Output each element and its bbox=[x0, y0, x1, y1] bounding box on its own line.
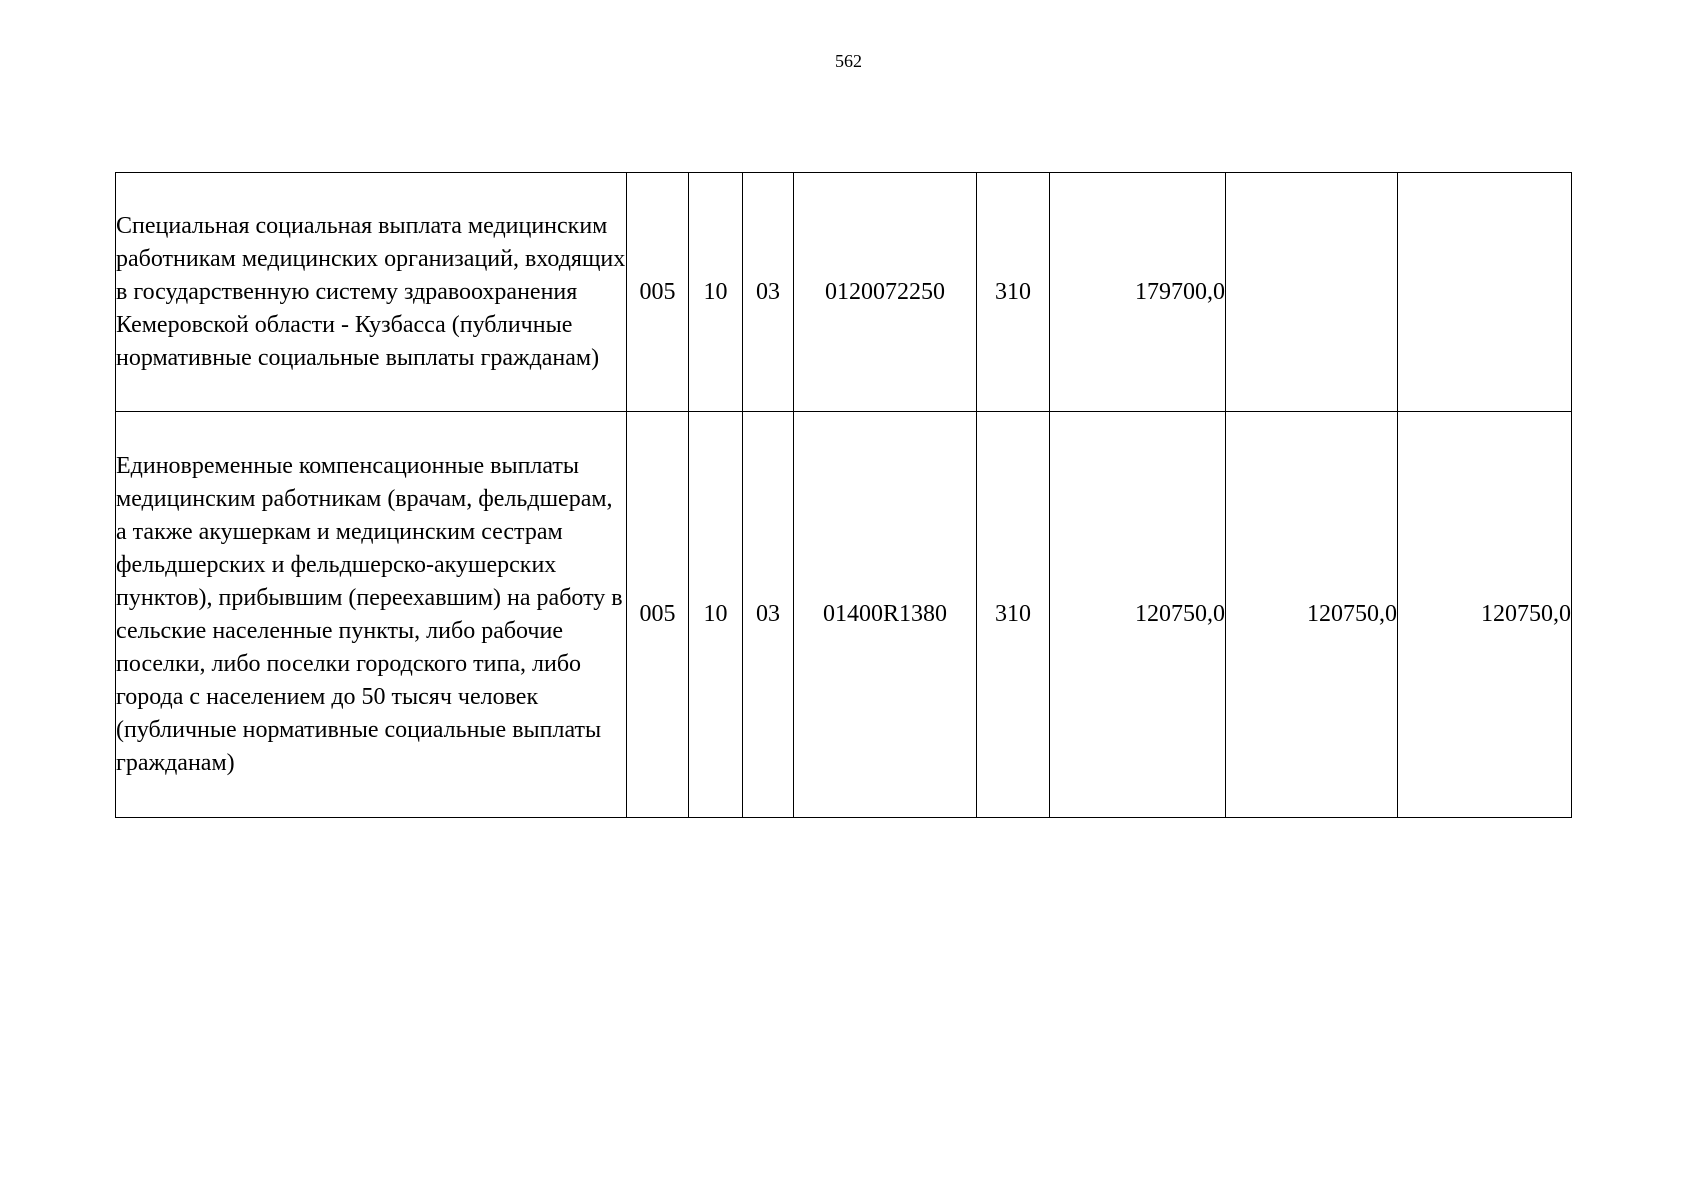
table-row bbox=[116, 412, 1572, 818]
amount-1-cell: 120750,0 bbox=[1050, 412, 1226, 818]
section-cell: 10 bbox=[689, 412, 743, 818]
target-article-cell: 01400R1380 bbox=[794, 412, 977, 818]
target-article-cell: 0120072250 bbox=[794, 173, 977, 412]
amount-2-cell: 120750,0 bbox=[1226, 412, 1398, 818]
amount-2-cell bbox=[1226, 173, 1398, 412]
admin-code-cell: 005 bbox=[627, 173, 689, 412]
section-cell: 10 bbox=[689, 173, 743, 412]
admin-code-cell: 005 bbox=[627, 412, 689, 818]
subsection-cell: 03 bbox=[743, 412, 794, 818]
amount-3-cell bbox=[1398, 173, 1572, 412]
table-row bbox=[116, 173, 1572, 412]
budget-table bbox=[115, 172, 1572, 818]
subsection-cell: 03 bbox=[743, 173, 794, 412]
expense-type-cell: 310 bbox=[977, 412, 1050, 818]
expense-description: Специальная социальная выплата медицинским работникам медицинских организаций, входящих в государственную систему здравоохранения Кемеровской области - Кузбасса (публичные нормативные социальные выплаты гражданам) bbox=[116, 173, 627, 412]
amount-3-cell: 120750,0 bbox=[1398, 412, 1572, 818]
expense-description: Единовременные компенсационные выплаты медицинским работникам (врачам, фельдшерам, а также акушеркам и медицинским сестрам фельдшерских и фельдшерско-акушерских пунктов), прибывшим (переехавшим) на работу в сельские населенные пункты, либо рабочие поселки, либо поселки городского типа, либо города с населением до 50 тысяч человек (публичные нормативные социальные выплаты гражданам) bbox=[116, 412, 627, 818]
amount-1-cell: 179700,0 bbox=[1050, 173, 1226, 412]
page-number: 562 bbox=[835, 51, 862, 71]
expense-type-cell: 310 bbox=[977, 173, 1050, 412]
